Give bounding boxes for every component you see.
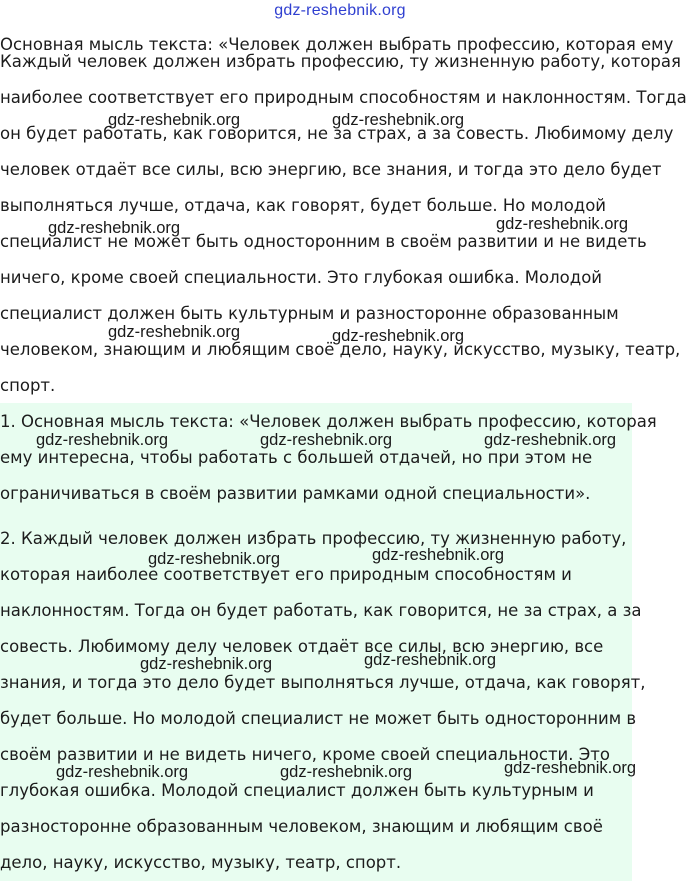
text-line: наклонностям. Тогда он будет работать, как говорится, не за страх, а за xyxy=(0,601,642,620)
source-text-paragraph xyxy=(0,44,687,404)
text-line: совесть. Любимому делу человек отдаёт все силы, всю энергию, все xyxy=(0,637,604,656)
text-line: 2. Каждый человек должен избрать профессию, ту жизненную работу, xyxy=(0,529,627,548)
watermark: gdz-reshebnik.org xyxy=(364,651,497,669)
text-line: спорт. xyxy=(0,376,56,395)
site-watermark-header: gdz-reshebnik.org xyxy=(274,2,406,19)
text-line: наиболее соответствует его природным способностям и наклонностям. Тогда xyxy=(0,88,687,107)
text-line: ничего, кроме своей специальности. Это глубокая ошибка. Молодой xyxy=(0,268,603,287)
watermark: gdz-reshebnik.org xyxy=(280,763,413,781)
text-line: разносторонне образованным человеком, знающим и любящим своё xyxy=(0,817,603,836)
text-line: своём развитии и не видеть ничего, кроме своей специальности. Это xyxy=(0,745,610,764)
text-line: знания, и тогда это дело будет выполняться лучше, отдача, как говорят, xyxy=(0,673,646,692)
watermark: gdz-reshebnik.org xyxy=(148,550,281,568)
text-line: ему интересна, чтобы работать с большей отдачей, но при этом не xyxy=(0,448,593,467)
watermark: gdz-reshebnik.org xyxy=(36,431,169,449)
text-line: 1. Основная мысль текста: «Человек должен выбрать профессию, которая xyxy=(0,412,657,431)
text-line: будет больше. Но молодой специалист не может быть односторонним в xyxy=(0,709,637,728)
text-line: Каждый человек должен избрать профессию, ту жизненную работу, которая xyxy=(0,52,681,71)
text-line: он будет работать, как говорится, не за страх, а за совесть. Любимому делу xyxy=(0,124,674,143)
text-line: дело, науку, искусство, музыку, театр, спорт. xyxy=(0,853,402,872)
text-line: специалист должен быть культурным и разносторонне образованным xyxy=(0,304,619,323)
watermark: gdz-reshebnik.org xyxy=(332,111,465,129)
cropped-text-line: Основная мысль текста: «Человек должен выбрать профессию, которая ему xyxy=(0,35,674,54)
text-line: глубокая ошибка. Молодой специалист должен быть культурным и xyxy=(0,781,594,800)
answer-2 xyxy=(0,521,646,881)
watermark: gdz-reshebnik.org xyxy=(108,323,241,341)
text-line: специалист не может быть односторонним в своём развитии и не видеть xyxy=(0,232,647,251)
watermark: gdz-reshebnik.org xyxy=(260,431,393,449)
text-line: ограничиваться в своём развитии рамками одной специальности». xyxy=(0,484,591,503)
answer-1 xyxy=(0,404,657,512)
watermark: gdz-reshebnik.org xyxy=(108,111,241,129)
watermark: gdz-reshebnik.org xyxy=(332,327,465,345)
watermark: gdz-reshebnik.org xyxy=(484,431,617,449)
watermark: gdz-reshebnik.org xyxy=(56,763,189,781)
watermark: gdz-reshebnik.org xyxy=(504,759,637,777)
watermark: gdz-reshebnik.org xyxy=(48,219,181,237)
text-line: человек отдаёт все силы, всю энергию, все знания, и тогда это дело будет xyxy=(0,160,662,179)
watermark: gdz-reshebnik.org xyxy=(496,215,629,233)
text-line: которая наиболее соответствует его природным способностям и xyxy=(0,565,572,584)
watermark: gdz-reshebnik.org xyxy=(372,546,505,564)
text-line: человеком, знающим и любящим своё дело, науку, искусство, музыку, театр, xyxy=(0,340,681,359)
watermark: gdz-reshebnik.org xyxy=(140,655,273,673)
text-line: выполняться лучше, отдача, как говорят, будет больше. Но молодой xyxy=(0,196,607,215)
